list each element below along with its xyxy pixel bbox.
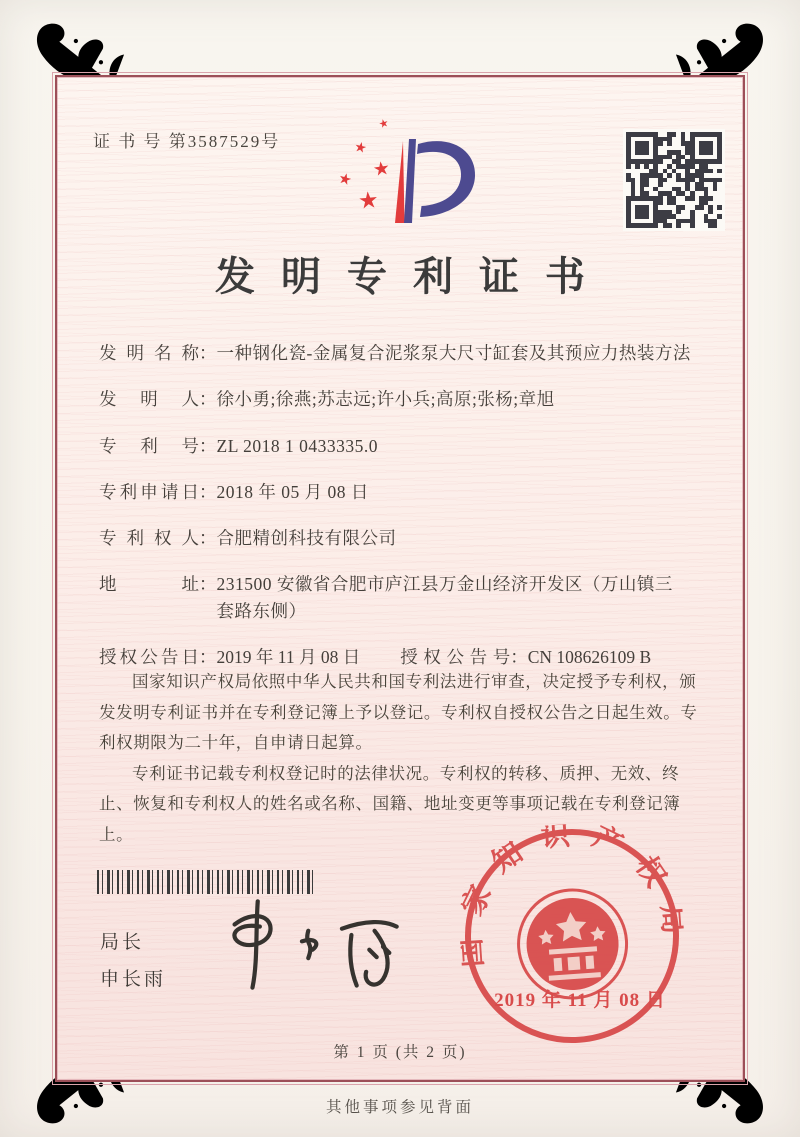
legal-paragraph: 国家知识产权局依照中华人民共和国专利法进行审查，决定授予专利权，颁发发明专利证书并在专利登记簿上予以登记。专利权自授权公告之日起生效。专利权期限为二十年，自申请日起算。 xyxy=(99,672,698,753)
field-value: 合肥精创科技有限公司 xyxy=(216,528,397,548)
field-patent-number: 专利号 ： ZL 2018 1 0433335.0 xyxy=(99,433,711,459)
field-value: 一种钢化瓷-金属复合泥浆泵大尺寸缸套及其预应力热装方法 xyxy=(216,343,691,363)
certificate-title: 发明专利证书 xyxy=(215,254,611,299)
field-value: ZL 2018 1 0433335.0 xyxy=(216,435,378,456)
signer-name: 申长雨 xyxy=(100,969,167,990)
certificate-frame xyxy=(55,75,745,1082)
field-patentee: 专利权人 ： 合肥精创科技有限公司 xyxy=(99,525,711,551)
field-address: 地址 ： 231500 安徽省合肥市庐江县万金山经济开发区（万山镇三套路东侧） xyxy=(99,571,711,624)
certificate-number: 证 书 号 第3587529号 xyxy=(93,132,281,151)
field-label: 发明人 xyxy=(99,389,199,410)
field-value: 徐小勇;徐燕;苏志远;许小兵;高原;张杨;章旭 xyxy=(216,389,555,410)
logo-star-icon: ★ xyxy=(336,170,354,190)
field-value: CN 108626109 B xyxy=(527,646,652,667)
barcode xyxy=(97,870,313,894)
signature-handwriting-icon xyxy=(207,895,439,995)
field-label: 地址 xyxy=(99,574,199,595)
signer-title: 局长 xyxy=(100,932,145,953)
back-note: 其他事项参见背面 xyxy=(325,1099,474,1116)
field-invention-name: 发明名称 ： 一种钢化瓷-金属复合泥浆泵大尺寸缸套及其预应力热装方法 xyxy=(99,340,711,366)
field-label: 专利权人 xyxy=(99,528,199,548)
field-label: 授权公告日 xyxy=(99,646,199,667)
official-seal-icon xyxy=(452,816,691,1055)
logo-star-icon: ★ xyxy=(377,116,391,132)
field-value: 2019 年 11 月 08 日 xyxy=(216,646,361,667)
field-grant-row: 授权公告日 ： 2019 年 11 月 08 日 授权公告号 ： CN 108626109 B xyxy=(99,644,711,670)
field-value: 2018 年 05 月 08 日 xyxy=(216,481,369,502)
seal-date: 2019 年 11 月 08 日 xyxy=(494,990,666,1011)
legal-paragraph: 专利证书记载专利权登记时的法律状况。专利权的转移、质押、无效、终止、恢复和专利权人的姓名或名称、国籍、地址变更等事项记载在专利登记簿上。 xyxy=(99,763,681,844)
page-number: 第 1 页 (共 2 页) xyxy=(333,1044,467,1061)
logo-star-icon: ★ xyxy=(356,187,380,214)
qr-code xyxy=(623,129,725,231)
logo-star-icon: ★ xyxy=(352,139,369,158)
field-label: 专利号 xyxy=(99,435,199,456)
field-value: 231500 安徽省合肥市庐江县万金山经济开发区（万山镇三套路东侧） xyxy=(216,574,673,621)
field-label: 专利申请日 xyxy=(99,481,199,502)
cnipa-logo xyxy=(333,117,505,237)
field-list xyxy=(99,340,711,690)
field-inventors: 发明人 ： 徐小勇;徐燕;苏志远;许小兵;高原;张杨;章旭 xyxy=(99,386,711,412)
logo-star-icon: ★ xyxy=(371,157,392,182)
field-label: 授权公告号 xyxy=(400,646,511,667)
field-filing-date: 专利申请日 ： 2018 年 05 月 08 日 xyxy=(99,479,711,505)
field-label: 发明名称 xyxy=(99,343,199,363)
svg-text:国家知识产权局: 国家知识产权局 xyxy=(453,818,691,969)
logo-p-icon xyxy=(333,117,505,237)
